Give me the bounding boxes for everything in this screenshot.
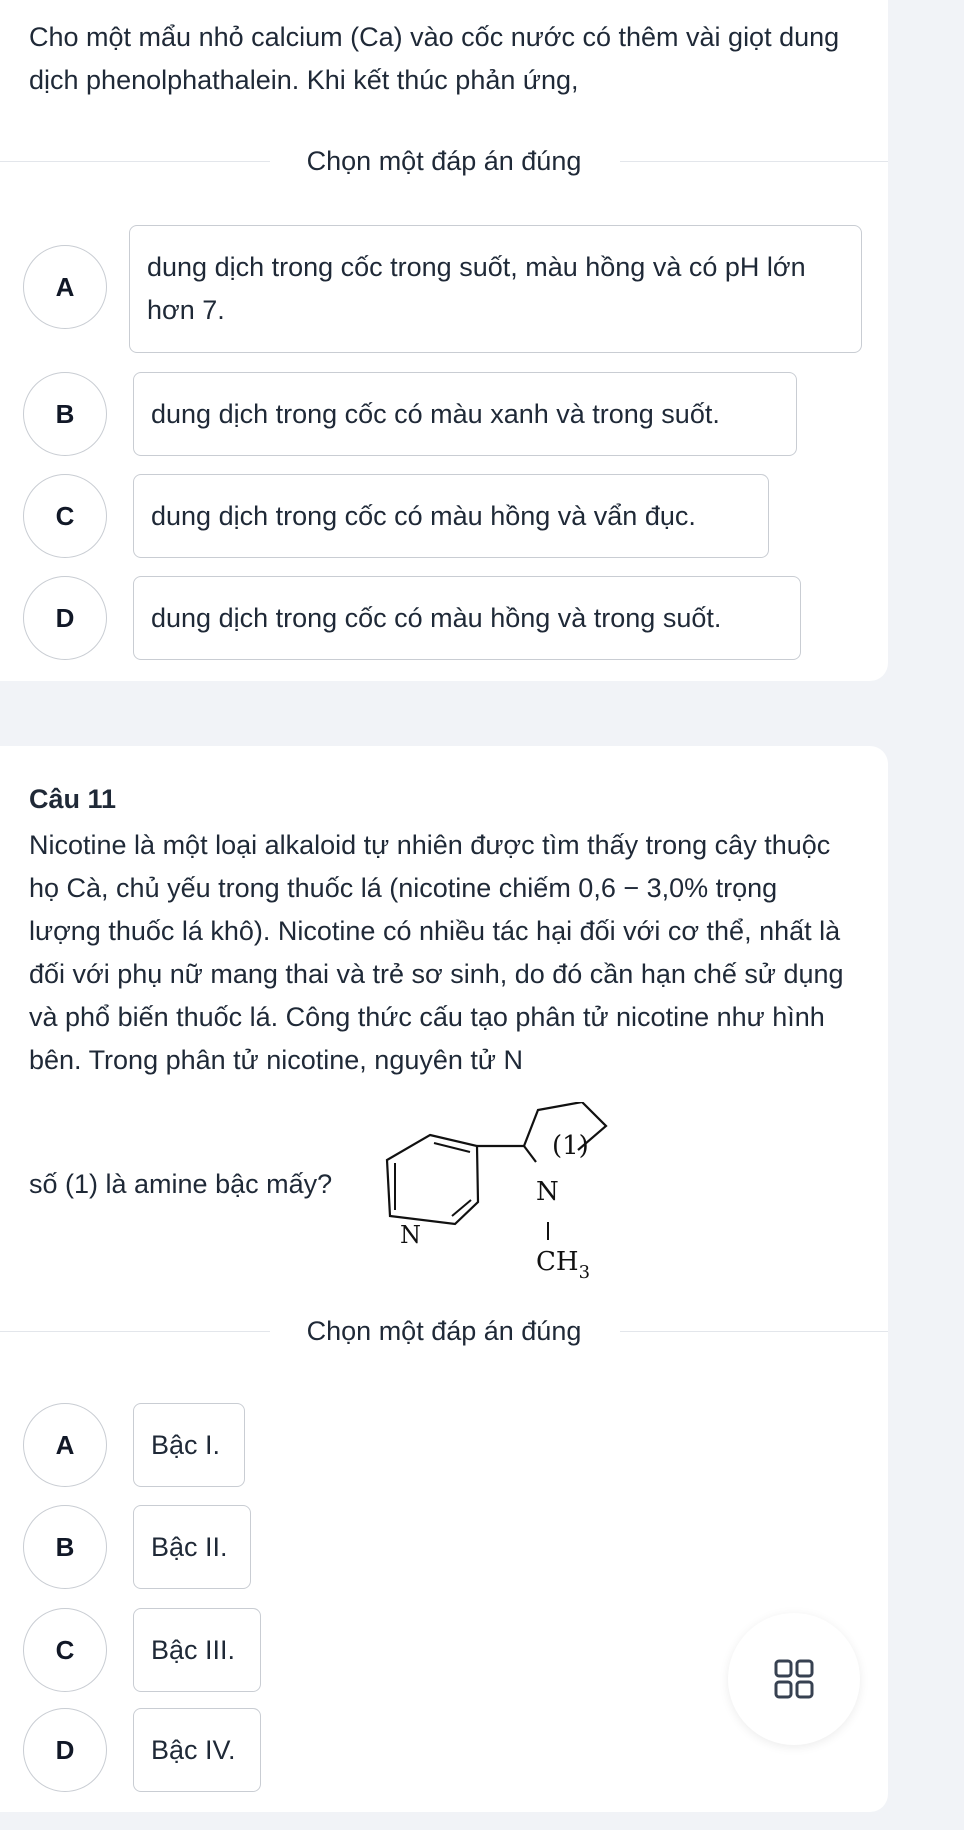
label-1: (1) [552,1131,589,1161]
answer-prompt: Chọn một đáp án đúng [306,1316,582,1346]
question-title: Câu 11 [29,784,117,814]
option-letter[interactable]: B [23,1505,107,1589]
option-text[interactable]: Bậc I. [133,1403,245,1487]
option-letter[interactable]: D [23,1708,107,1792]
option-text[interactable]: Bậc II. [133,1505,251,1589]
option-letter[interactable]: C [23,1608,107,1692]
option-letter[interactable]: C [23,474,107,558]
option-text[interactable]: Bậc III. [133,1608,261,1692]
option-letter[interactable]: A [23,1403,107,1487]
answer-prompt-divider [0,1317,888,1345]
nicotine-structure-image [370,1102,640,1282]
option-letter[interactable]: B [23,372,107,456]
answer-prompt-divider [0,147,888,175]
question-text: Cho một mẩu nhỏ calcium (Ca) vào cốc nước có thêm vài giọt dung dịch phenolphathalein. Khi kết thúc phản ứng, [29,22,840,95]
option-text[interactable]: dung dịch trong cốc trong suốt, màu hồng và có pH lớn hơn 7. [129,225,862,353]
pyridine-nitrogen-label: N [400,1221,421,1249]
methyl-label: CH [536,1247,579,1277]
question-text: Nicotine là một loại alkaloid tự nhiên được tìm thấy trong cây thuộc họ Cà, chủ yếu trong thuốc lá (nicotine chiếm 0,6 − 3,0% trọng lượng thuốc lá khô). Nicotine có nhiều tác hại đối với cơ thể, nhất là đối với phụ nữ mang thai và trẻ sơ sinh, do đó cần hạn chế sử dụng và phổ biến thuốc lá. Công thức cấu tạo phân tử nicotine như hình bên. Trong phân tử nicotine, nguyên tử N [29,830,844,1075]
svg-text:CH3 [536,1247,590,1282]
question-10-card [0,0,888,681]
option-text[interactable]: dung dịch trong cốc có màu hồng và trong suốt. [133,576,801,660]
answer-prompt: Chọn một đáp án đúng [306,146,582,176]
option-text[interactable]: Bậc IV. [133,1708,261,1792]
grid-icon [774,1659,814,1699]
option-letter[interactable]: A [23,245,107,329]
option-letter[interactable]: D [23,576,107,660]
question-grid-button[interactable] [728,1613,860,1745]
option-text[interactable]: dung dịch trong cốc có màu xanh và trong suốt. [133,372,797,456]
methyl-subscript: 3 [578,1262,591,1282]
question-text-tail: số (1) là amine bậc mấy? [29,1169,333,1199]
ring-nitrogen-label: N [536,1177,559,1207]
option-text[interactable]: dung dịch trong cốc có màu hồng và vẩn đục. [133,474,769,558]
